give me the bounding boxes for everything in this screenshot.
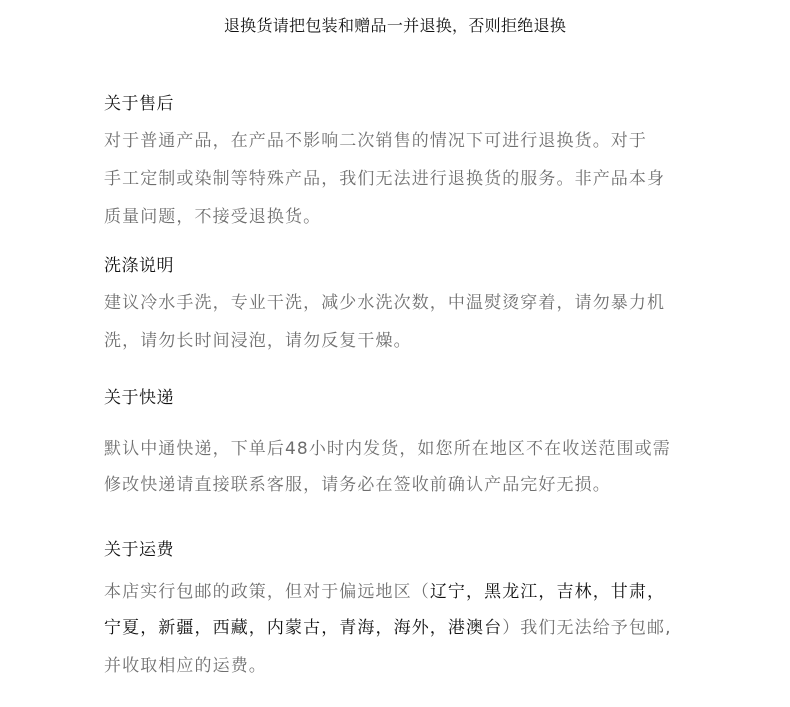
- delivery-text-line-1: 默认中通快递，下单后48小时内发货，如您所在地区不在收送范围或需: [104, 439, 671, 459]
- shipping-text-line-2: [104, 616, 672, 640]
- delivery-text-line-2: 修改快递请直接联系客服，请务必在签收前确认产品完好无损。: [104, 475, 611, 495]
- shipping-text-line-1: [104, 580, 665, 604]
- washing-instructions-heading: 洗涤说明: [104, 256, 174, 276]
- shipping-policy-text: 本店实行包邮的政策，但对于偏远地区（: [104, 582, 430, 602]
- after-sales-text-line-2: 手工定制或染制等特殊产品，我们无法进行退换货的服务。非产品本身: [104, 169, 666, 189]
- shipping-fee-heading: 关于运费: [104, 540, 174, 560]
- after-sales-heading: 关于售后: [104, 94, 174, 114]
- washing-text-line-1: 建议冷水手洗，专业干洗，减少水洗次数，中温熨烫穿着，请勿暴力机: [104, 293, 666, 313]
- remote-regions-text: 辽宁，黑龙江，吉林，甘肃，: [429, 582, 666, 602]
- after-sales-text-line-1: 对于普通产品，在产品不影响二次销售的情况下可进行退换货。对于: [104, 131, 647, 151]
- shipping-text-line-3: 并收取相应的运费。: [104, 656, 267, 676]
- delivery-heading: 关于快递: [104, 388, 174, 408]
- no-free-shipping-text: ）我们无法给予包邮,: [502, 618, 672, 638]
- remote-regions-text-continued: 宁夏，新疆，西藏，内蒙古，青海，海外，港澳台: [104, 618, 503, 638]
- washing-text-line-2: 洗，请勿长时间浸泡，请勿反复干燥。: [104, 331, 412, 351]
- return-notice-banner: 退换货请把包装和赠品一并退换，否则拒绝退换: [223, 16, 567, 35]
- after-sales-text-line-3: 质量问题，不接受退换货。: [104, 207, 322, 227]
